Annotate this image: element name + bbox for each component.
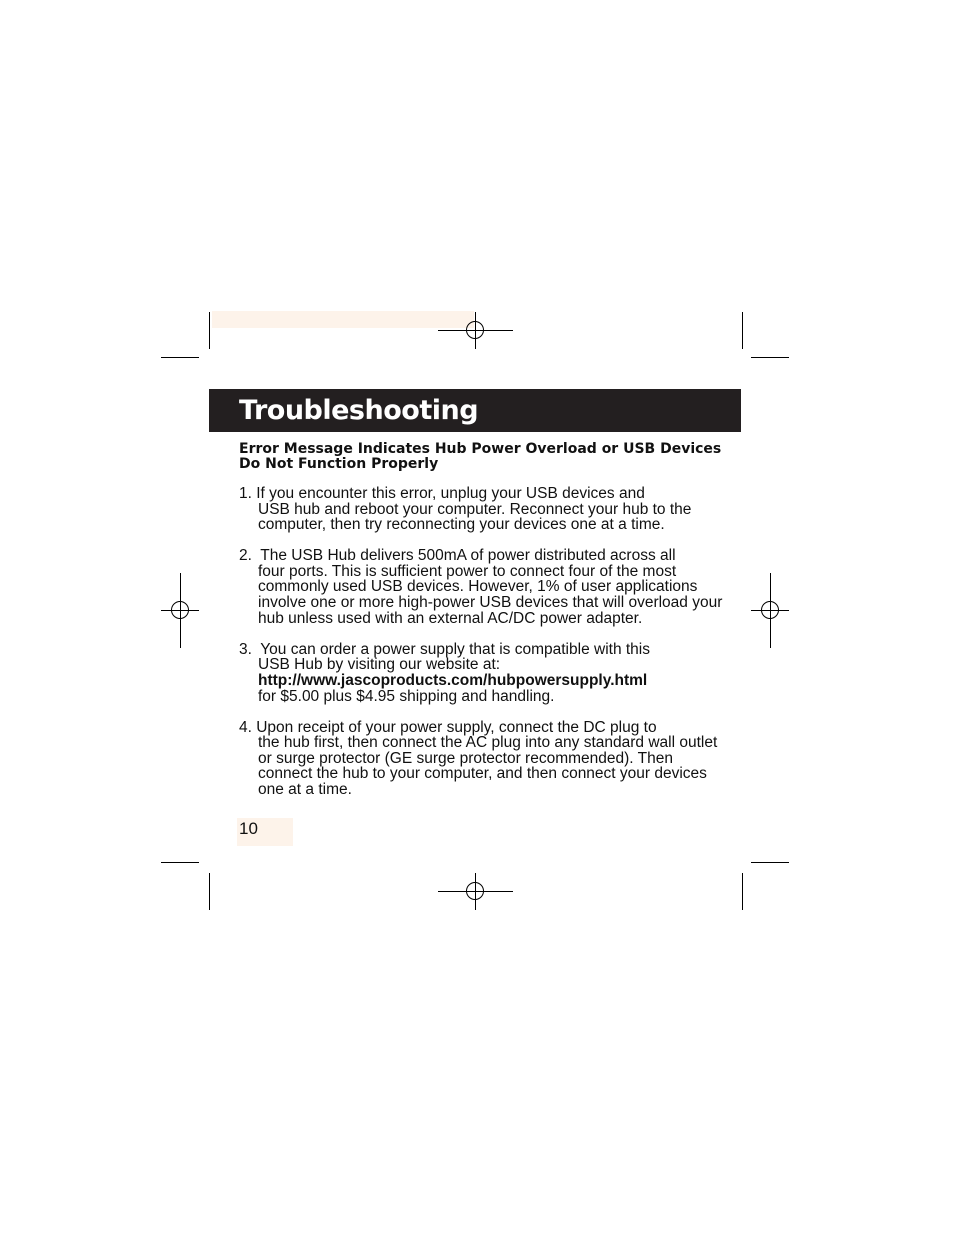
crop-mark	[209, 873, 210, 910]
list-item-text: USB hub and reboot your computer. Reconnect your hub to the computer, then try reconnecting your devices one at a time.	[258, 500, 692, 534]
list-item-first-line: 1. If you encounter this error, unplug your USB devices and	[239, 485, 645, 502]
website-link[interactable]: http://www.jascoproducts.com/hubpowersupply.html	[258, 671, 648, 689]
list-item-text: the hub first, then connect the AC plug into any standard wall outlet or surge protector (GE surge protector recommended). Then connect the hub to your computer, and then connect your devices one at a time.	[258, 734, 718, 798]
section-heading: Error Message Indicates Hub Power Overload or USB Devices Do Not Function Properly	[239, 441, 722, 472]
registration-circle	[171, 601, 189, 619]
registration-circle	[466, 321, 484, 339]
crop-mark	[742, 873, 743, 910]
registration-circle	[466, 882, 484, 900]
list-item	[239, 720, 725, 798]
list-item	[239, 486, 725, 533]
crop-mark	[751, 357, 789, 358]
list-item-text: USB Hub by visiting our website at:	[258, 656, 501, 674]
crop-mark	[742, 312, 743, 349]
crop-mark	[209, 312, 210, 349]
page-number: 10	[239, 819, 258, 838]
list-item-first-line: 4. Upon receipt of your power supply, connect the DC plug to	[239, 718, 657, 736]
list-item-text: four ports. This is sufficient power to connect four of the most commonly used USB devices. However, 1% of user applications involve one or more high-power USB devices that will overload your hub unless used with an external AC/DC power adapter.	[258, 562, 723, 627]
list-item-text: for $5.00 plus $4.95 shipping and handling.	[258, 687, 555, 705]
title-bar	[209, 389, 741, 432]
list-item-first-line: 2. The USB Hub delivers 500mA of power distributed across all	[239, 547, 676, 565]
list-item	[239, 548, 725, 626]
list-item	[239, 642, 725, 704]
crop-mark	[161, 862, 199, 863]
top-tint	[212, 311, 474, 328]
content	[239, 442, 725, 813]
crop-mark	[751, 862, 789, 863]
registration-circle	[761, 601, 779, 619]
page-title: Troubleshooting	[239, 395, 479, 426]
crop-mark	[161, 357, 199, 358]
list-item-first-line: 3. You can order a power supply that is compatible with this	[239, 640, 650, 658]
